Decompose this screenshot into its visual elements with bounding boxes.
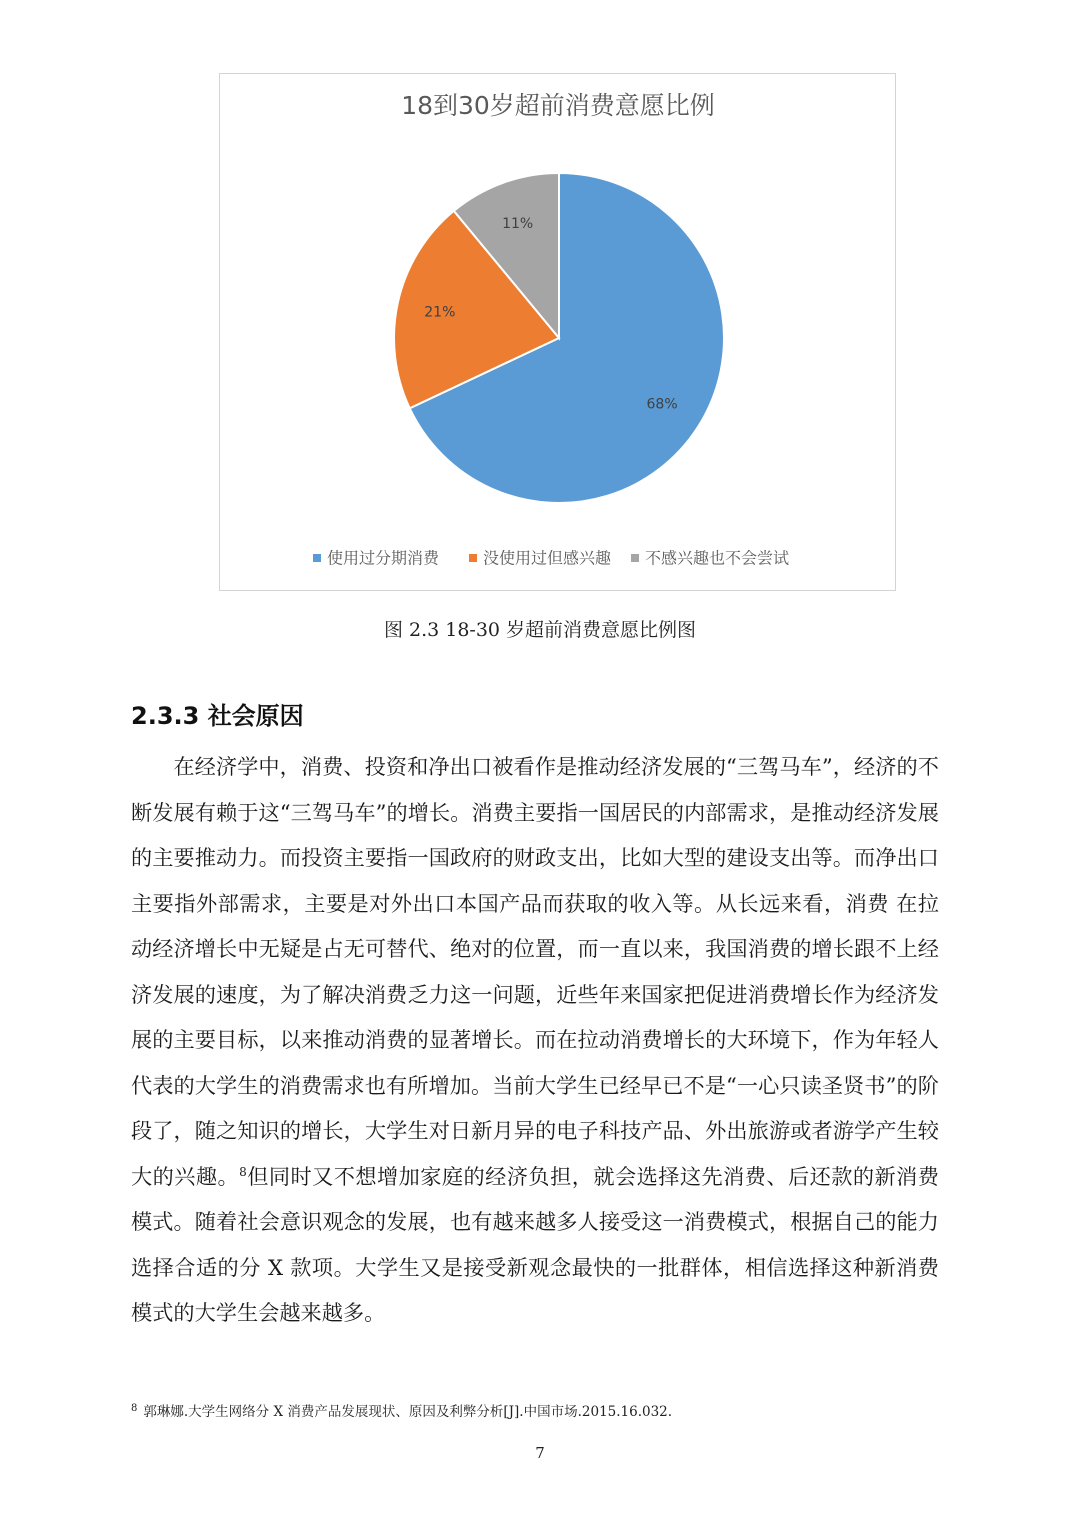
legend-label-used: 使用过分期消费 — [327, 548, 440, 568]
body-paragraph — [131, 744, 939, 1336]
legend-label-interested: 没使用过但感兴趣 — [483, 548, 612, 568]
section-heading: 2.3.3 社会原因 — [131, 702, 304, 730]
legend-swatch-used — [313, 554, 321, 562]
footnote-reference[interactable]: 8 — [239, 1164, 247, 1179]
legend-label-not-interested: 不感兴趣也不会尝试 — [645, 548, 790, 568]
pie-label-used: 68% — [646, 396, 678, 413]
pie-label-interested: 21% — [424, 304, 456, 321]
legend-swatch-interested — [469, 554, 477, 562]
pie-slices — [394, 173, 724, 503]
figure-caption: 图 2.3 18-30 岁超前消费意愿比例图 — [383, 619, 697, 641]
footnote — [131, 1400, 672, 1420]
legend-swatch-not-interested — [631, 554, 639, 562]
page-number: 7 — [535, 1444, 545, 1462]
paragraph-text-part-2: 但同时又不想增加家庭的经济负担，就会选择这先消费、后还款的新消费模式。随着社会意识观念的发展，也有越来越多人接受这一消费模式，根据自己的能力选择合适的分 X 款项。大学生又是接受新观念最快的一批群体，相信选择这种新消费模式的大学生会越来越多。 — [131, 1163, 939, 1325]
paragraph-text-part-1: 在经济学中，消费、投资和净出口被看作是推动经济发展的“三驾马车”，经济的不断发展有赖于这“三驾马车”的增长。消费主要指一国居民的内部需求，是推动经济发展的主要推动力。而投资主要指一国政府的财政支出，比如大型的建设支出等。而净出口主要指外部需求，主要是对外出口本国产品而获取的收入等。从长远来看，消费 在拉动经济增长中无疑是占无可替代、绝对的位置，而一直以来，我国消费的增长跟不上经济发展的速度，为了解决消费乏力这一问题，近些年来国家把促进消费增长作为经济发展的主要目标，以来推动消费的显著增长。而在拉动消费增长的大环境下，作为年轻人代表的大学生的消费需求也有所增加。当前大学生已经早已不是“一心只读圣贤书”的阶段了，随之知识的增长，大学生对日新月异的电子科技产品、外出旅游或者游学产生较大的兴趣。 — [131, 754, 939, 1189]
footnote-number: 8 — [131, 1402, 138, 1414]
footnote-text: 郭琳娜.大学生网络分 X 消费产品发展现状、原因及利弊分析[J].中国市场.2015.16.032. — [143, 1404, 673, 1420]
pie-label-not-interested: 11% — [502, 216, 534, 233]
pie-chart-frame — [219, 73, 896, 591]
pie-chart — [220, 74, 897, 592]
chart-title: 18到30岁超前消费意愿比例 — [401, 91, 715, 120]
chart-legend — [313, 549, 789, 568]
